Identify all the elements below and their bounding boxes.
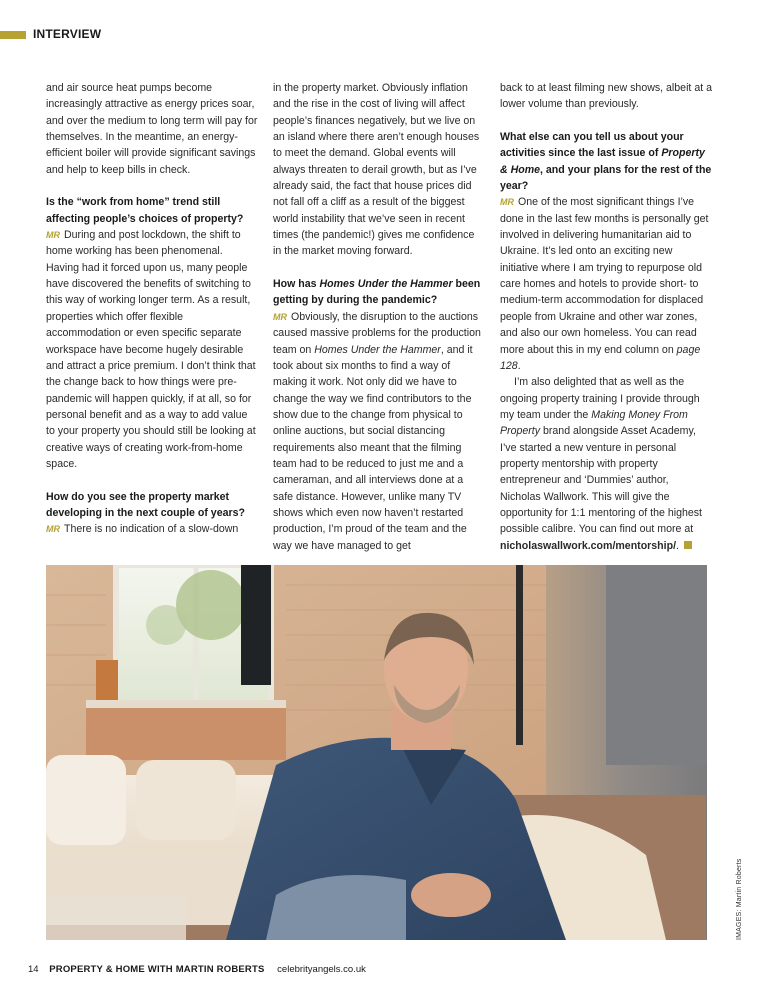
answer-text: . (517, 359, 521, 372)
article-column-2 (273, 80, 485, 554)
question-heading (273, 276, 485, 309)
answer-text: I’m also delighted that as well as the ongoing property training I provide through my team under the (500, 376, 700, 421)
initials-marker: MR (46, 524, 60, 535)
photo-credit: IMAGES: Martin Roberts (736, 858, 743, 940)
page-number: 14 (28, 964, 39, 975)
magazine-title: PROPERTY & HOME WITH MARTIN ROBERTS (49, 964, 265, 975)
question-heading (500, 129, 712, 194)
article-column-1 (46, 80, 258, 538)
answer-paragraph (500, 374, 712, 554)
answer-paragraph (273, 309, 485, 554)
article-column-3 (500, 80, 712, 554)
question-heading: How do you see the property market developing in the next couple of years? (46, 490, 245, 519)
magazine-title: Property & Home (500, 147, 705, 176)
question-text: How has (273, 278, 320, 291)
section-accent-bar (0, 31, 26, 39)
initials-marker: MR (273, 311, 287, 322)
answer-paragraph (500, 194, 712, 374)
show-title: Homes Under the Hammer (319, 278, 453, 291)
question-text: , and your plans for the rest of the year? (500, 163, 712, 193)
question-heading: Is the “work from home” trend still affecting people’s choices of property? (46, 196, 244, 225)
page-reference: page 128 (500, 343, 701, 372)
portrait-photo (46, 565, 707, 940)
answer-text: During and post lockdown, the shift to home working has been phenomenal. Having had it forced upon us, many people have discovered the benefits of switching to this way of working longer term. As a result, properties which offer flexible accommodation or even specific separate workspace have become hugely desirable and attract a price premium. I don’t think that the change back to how things were pre-pandemic will happen quickly, if at all, so for personal benefit and as a way to add value to your property you should still be looking at creative ways of creating work-from-home space. (46, 229, 256, 470)
show-title: Homes Under the Hammer (314, 343, 441, 356)
website-link[interactable]: celebrityangels.co.uk (277, 964, 366, 975)
answer-paragraph (46, 521, 258, 537)
initials-marker: MR (46, 230, 60, 241)
end-mark-icon (684, 541, 692, 549)
answer-text: brand alongside Asset Academy, I’ve started a new venture in personal property mentorship with property entrepreneur and ‘Dummies’ author, Nicholas Wallwork. This will give the opportunity for 1:1 mentoring of the highest possible calibre. You can find out more at (500, 425, 702, 536)
page-footer (28, 964, 366, 975)
paragraph: back to at least filming new shows, albeit at a lower volume than previously. (500, 82, 712, 111)
paragraph: in the property market. Obviously inflation and the rise in the cost of living will affect people’s finances negatively, but we live on an island where there aren’t enough houses to meet the demand. Global events will always threaten to derail growth, but as I’ve already said, the fact that house prices did not fall off a cliff as a result of the biggest world instability that we’ve seen in recent times (the pandemic!) gives me confidence in the market moving forward. (273, 82, 480, 258)
section-label: INTERVIEW (33, 27, 102, 41)
answer-text: There is no indication of a slow-down (64, 523, 239, 536)
initials-marker: MR (500, 197, 514, 208)
answer-text: , and it took about six months to find a way of making it work. Not only did we have to change the way we find contributors to the show due to the change from physical to online auctions, but social distancing requirements also meant that the filming team had to be reduced to just me and a cameraman, and all interviews done at a safe distance. However, unlike many TV shows which even now haven’t restarted production, I’m proud of the team and the way we have managed to get (273, 343, 473, 552)
answer-text: Obviously, the disruption to the auctions caused massive problems for the production team on (273, 310, 481, 356)
brand-name: Making Money From Property (500, 408, 688, 438)
question-text: been getting by during the pandemic? (273, 278, 481, 307)
portrait-illustration (46, 565, 707, 940)
question-text: What else can you tell us about your activities since the last issue of (500, 131, 684, 160)
answer-paragraph (46, 227, 258, 472)
answer-text: . (676, 539, 679, 552)
mentorship-link[interactable]: nicholaswallwork.com/mentorship/ (500, 539, 677, 552)
paragraph: and air source heat pumps become increasingly attractive as energy prices soar, and over the medium to long term will pay for themselves. In the meantime, an energy-efficient boiler will provide significant savings and help to keep bills in check. (46, 82, 258, 176)
answer-text: One of the most significant things I’ve done in the last few months is personally get involved in delivering humanitarian aid to Ukraine. It’s led onto an exciting new initiative where I am trying to repurpose old care homes and hotels to provide short- to medium-term accommodation for displaced people from Ukraine and other war zones, and also our own homeless. You can read more about this in my end column on (500, 196, 709, 356)
